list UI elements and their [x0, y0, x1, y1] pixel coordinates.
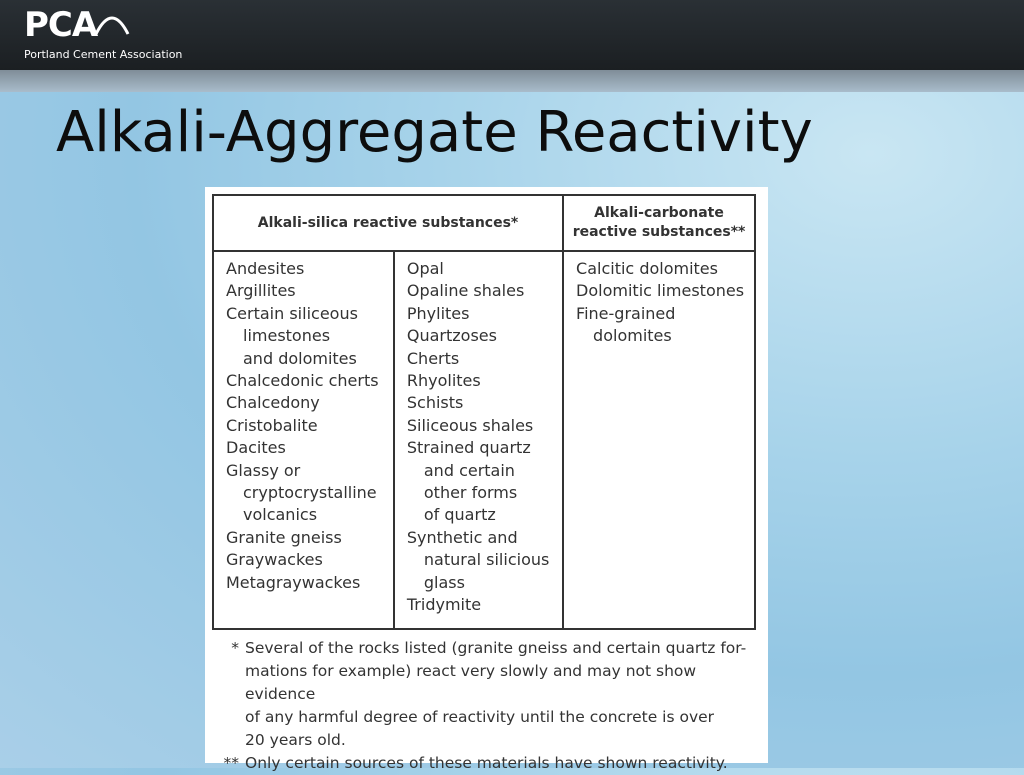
list-item [226, 460, 385, 527]
header-alkali-silica [213, 195, 563, 251]
list-item-line: Argillites [226, 281, 296, 301]
list-item-line: Phylites [406, 303, 470, 323]
list-item [226, 437, 385, 459]
footnote-line: 20 years old. [245, 731, 346, 749]
table-body-row [213, 251, 755, 629]
list-item-line: other forms [423, 483, 518, 503]
list-item-line: Granite gneiss [226, 527, 342, 547]
list-item [407, 594, 554, 616]
slide-title: Alkali-Aggregate Reactivity [56, 100, 813, 165]
list-item-line: Opaline shales [406, 281, 525, 301]
logo-arc-icon [94, 8, 130, 38]
list-item [407, 527, 554, 594]
list-item-line: volcanics [243, 505, 318, 525]
list-item-line: Siliceous shales [406, 415, 534, 435]
list-item-line: and dolomites [243, 348, 357, 368]
list-item [407, 415, 554, 437]
list-item [226, 392, 385, 414]
list-item-line: cryptocrystalline [243, 483, 377, 503]
list-item-line: Glassy or [226, 460, 301, 480]
list-item [576, 258, 746, 280]
list-item-line: Chalcedonic cherts [226, 371, 379, 391]
list-item-line: Dacites [226, 438, 286, 458]
list-item-line: Strained quartz [406, 438, 531, 458]
list-item [407, 348, 554, 370]
footnote-text [245, 752, 762, 775]
list-item-line: Opal [406, 259, 444, 278]
list-item [407, 437, 554, 527]
logo-mark: PCA [24, 5, 98, 45]
list-item-line: of quartz [423, 505, 496, 525]
footnote-line: Several of the rocks listed (granite gneiss and certain quartz for- [245, 639, 747, 657]
pca-logo [24, 5, 183, 66]
list-item-line: Schists [406, 393, 464, 413]
header-strip [0, 70, 1024, 92]
list-item [407, 303, 554, 325]
list-item-line: Fine-grained [576, 303, 676, 323]
list-item-line: Cherts [406, 348, 460, 368]
list-item [226, 258, 385, 280]
column-silica-2 [394, 251, 563, 629]
footnote-line: Only certain sources of these materials have shown reactivity. [245, 754, 728, 772]
list-item-line: Metagraywackes [226, 572, 361, 592]
footnote-mark: ** [223, 754, 239, 772]
header-alkali-carbonate-line1: Alkali-carbonate [594, 205, 724, 221]
list-item [407, 258, 554, 280]
list-item [226, 415, 385, 437]
list-item-line: Tridymite [406, 595, 482, 615]
list-item [226, 303, 385, 370]
header-alkali-silica-text: Alkali-silica reactive substances* [257, 214, 519, 231]
column-silica-1 [213, 251, 394, 629]
footnote-mark: * [231, 639, 239, 657]
list-item-line: Calcitic dolomites [576, 259, 718, 278]
footnote-line: mations for example) react very slowly and may not show evidence [245, 662, 697, 703]
header-alkali-carbonate [563, 195, 755, 251]
list-item-line: limestones [243, 326, 331, 346]
table-header-row [213, 195, 755, 251]
list-item [226, 572, 385, 594]
footnote [217, 752, 762, 775]
list-item [407, 392, 554, 414]
header-alkali-carbonate-line2: reactive substances** [572, 224, 746, 240]
list-item [226, 280, 385, 302]
list-item-line: Andesites [226, 259, 305, 278]
list-item-line: Cristobalite [226, 415, 318, 435]
list-item-line: dolomites [593, 326, 672, 346]
list-item [407, 280, 554, 302]
list-item [226, 370, 385, 392]
reactive-substances-table [212, 194, 756, 630]
footnote [217, 637, 762, 752]
list-item-line: Synthetic and [406, 527, 518, 547]
list-item [226, 549, 385, 571]
list-item [226, 527, 385, 549]
logo-subtitle: Portland Cement Association [24, 48, 183, 61]
list-item-line: Graywackes [226, 550, 323, 570]
list-item-line: Chalcedony [226, 393, 320, 413]
list-item-line: natural silicious [423, 550, 550, 570]
list-item-line: glass [423, 572, 465, 592]
list-item-line: Certain siliceous [226, 303, 358, 323]
list-item [407, 370, 554, 392]
footnote-line: of any harmful degree of reactivity until the concrete is over [245, 708, 715, 726]
list-item [576, 303, 746, 348]
column-carbonate [563, 251, 755, 629]
table-panel [205, 187, 768, 772]
list-item-line: Quartzoses [406, 326, 497, 346]
footnotes [217, 637, 762, 775]
list-item-line: and certain [423, 460, 515, 480]
list-item [407, 325, 554, 347]
list-item-line: Rhyolites [406, 371, 481, 391]
list-item [576, 280, 746, 302]
list-item-line: Dolomitic limestones [576, 281, 745, 301]
footnote-text [245, 637, 762, 752]
